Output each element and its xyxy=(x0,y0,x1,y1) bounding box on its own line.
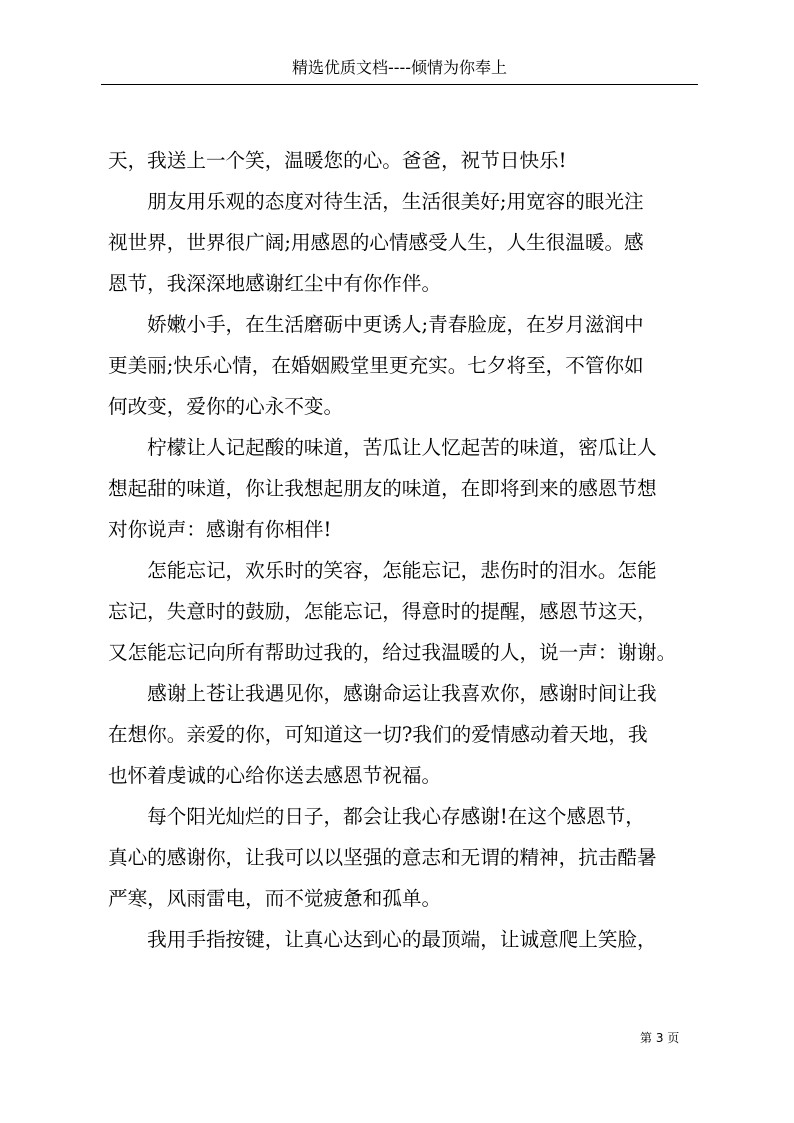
text-line: 朋友用乐观的态度对待生活，生活很美好;用宽容的眼光注 xyxy=(108,190,644,213)
body-text xyxy=(108,140,713,960)
header-title: 精选优质文档----倾情为你奉上 xyxy=(291,58,508,77)
text-line: 柠檬让人记起酸的味道，苦瓜让人忆起苦的味道，密瓜让人 xyxy=(108,436,657,459)
text-line: 更美丽;快乐心情，在婚姻殿堂里更充实。七夕将至，不管你如 xyxy=(108,354,644,377)
text-line: 感谢上苍让我遇见你，感谢命运让我喜欢你，感谢时间让我 xyxy=(108,682,657,705)
text-line: 每个阳光灿烂的日子，都会让我心存感谢!在这个感恩节， xyxy=(108,805,645,828)
text-line: 我用手指按键，让真心达到心的最顶端，让诚意爬上笑脸， xyxy=(108,928,657,951)
text-line: 娇嫩小手，在生活磨砺中更诱人;青春脸庞，在岁月滋润中 xyxy=(108,313,644,336)
text-line: 严寒，风雨雷电，而不觉疲惫和孤单。 xyxy=(108,887,442,910)
text-line: 想起甜的味道，你让我想起朋友的味道，在即将到来的感恩节想 xyxy=(108,477,657,500)
text-line: 恩节，我深深地感谢红尘中有你作伴。 xyxy=(108,272,442,295)
text-line: 也怀着虔诚的心给你送去感恩节祝福。 xyxy=(108,764,442,787)
page-header xyxy=(101,56,698,85)
text-line: 又怎能忘记向所有帮助过我的，给过我温暖的人，说一声：谢谢。 xyxy=(108,641,677,664)
text-line: 天，我送上一个笑，温暖您的心。爸爸，祝节日快乐! xyxy=(108,149,567,172)
text-line: 何改变，爱你的心永不变。 xyxy=(108,395,344,418)
text-line: 在想你。亲爱的你，可知道这一切?我们的爱情感动着天地，我 xyxy=(108,723,648,746)
text-line: 怎能忘记，欢乐时的笑容，怎能忘记，悲伤时的泪水。怎能 xyxy=(108,559,657,582)
text-line: 对你说声：感谢有你相伴! xyxy=(108,518,332,541)
text-line: 视世界，世界很广阔;用感恩的心情感受人生，人生很温暖。感 xyxy=(108,231,644,254)
text-line: 真心的感谢你，让我可以以坚强的意志和无谓的精神，抗击酷暑 xyxy=(108,846,657,869)
text-line: 忘记，失意时的鼓励，怎能忘记，得意时的提醒，感恩节这天， xyxy=(108,600,657,623)
page-number: 第 3 页 xyxy=(640,1031,680,1045)
